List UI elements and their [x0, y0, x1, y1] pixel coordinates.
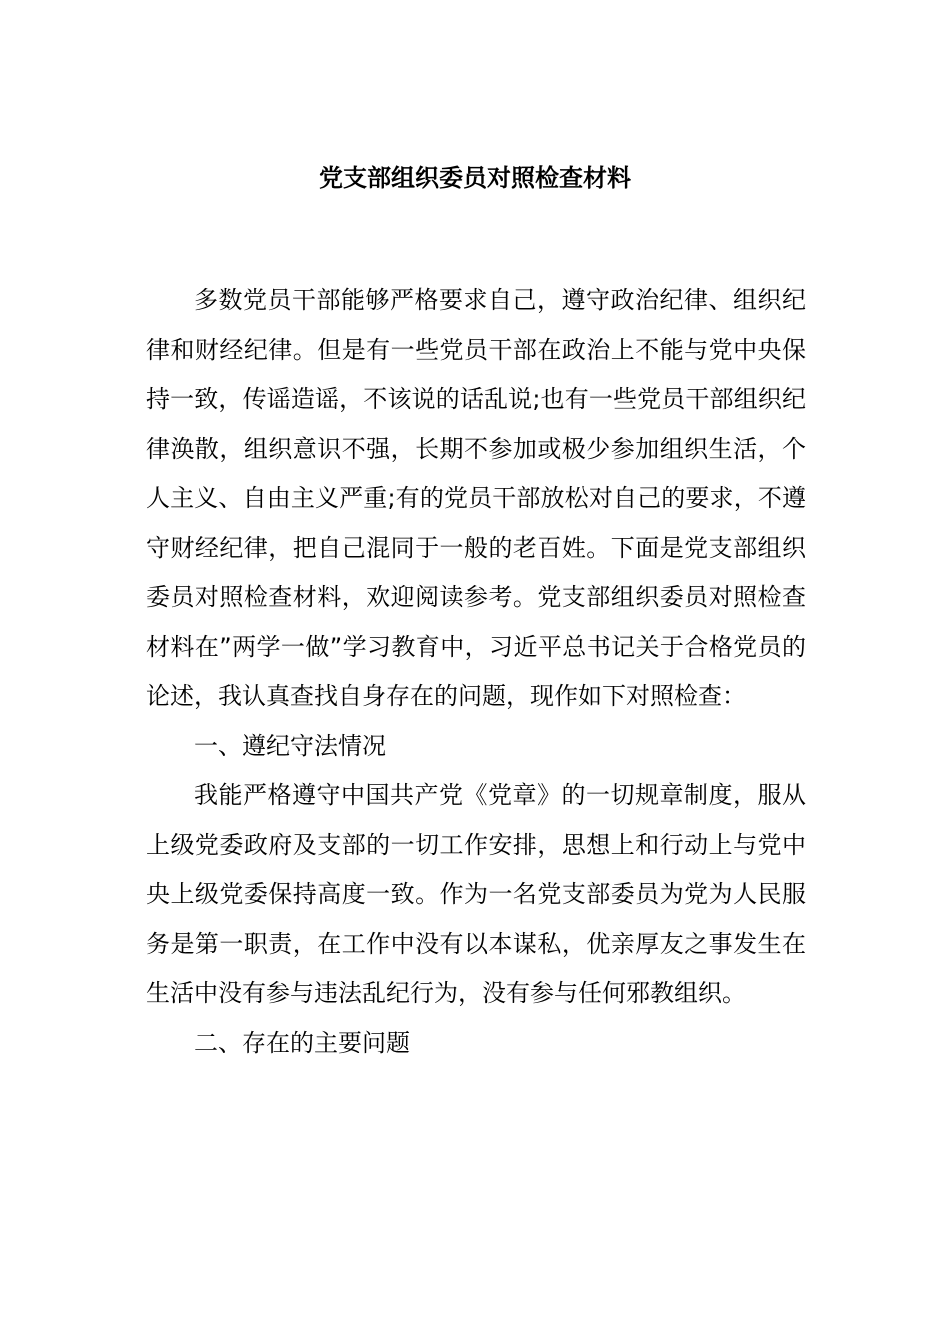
- document-body: [146, 276, 806, 1068]
- section-heading-2: 二、存在的主要问题: [194, 1028, 410, 1057]
- section-heading-1: 一、遵纪守法情况: [194, 731, 386, 760]
- document-title: 党支部组织委员对照检查材料: [319, 164, 631, 192]
- paragraph-section-1: 我能严格遵守中国共产党《党章》的一切规章制度，服从上级党委政府及支部的一切工作安排，思想上和行动上与党中央上级党委保持高度一致。作为一名党支部委员为党为人民服务是第一职责，在工作中没有以本谋私，优亲厚友之事发生在生活中没有参与违法乱纪行为，没有参与任何邪教组织。: [146, 781, 806, 1007]
- paragraph-intro: 多数党员干部能够严格要求自己，遵守政治纪律、组织纪律和财经纪律。但是有一些党员干部在政治上不能与党中央保持一致，传谣造谣，不该说的话乱说;也有一些党员干部组织纪律涣散，组织意识不强，长期不参加或极少参加组织生活，个人主义、自由主义严重;有的党员干部放松对自己的要求，不遵守财经纪律，把自己混同于一般的老百姓。下面是党支部组织委员对照检查材料，欢迎阅读参考。党支部组织委员对照检查材料在”两学一做”学习教育中，习近平总书记关于合格党员的论述，我认真查找自身存在的问题，现作如下对照检查：: [146, 286, 806, 710]
